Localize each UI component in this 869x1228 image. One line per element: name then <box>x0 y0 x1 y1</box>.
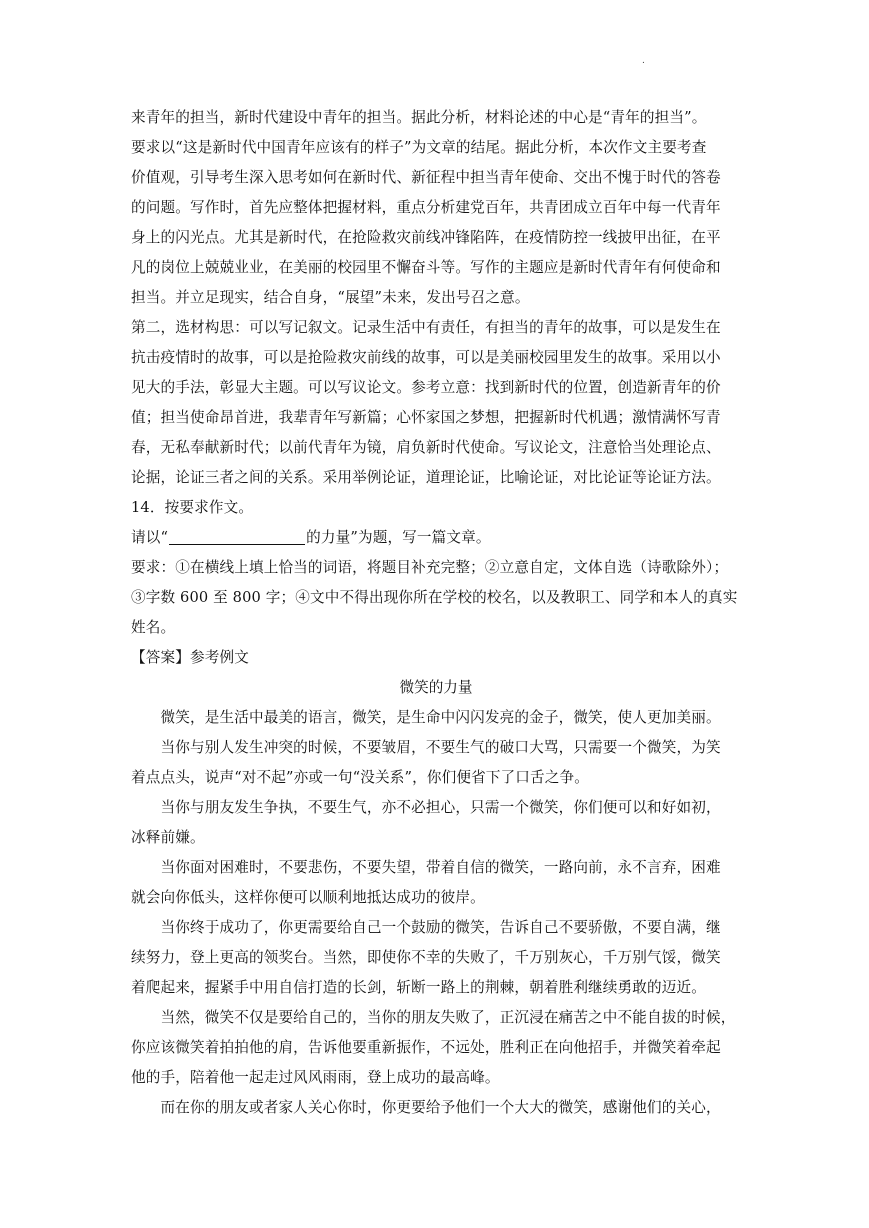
essay-title: 微笑的力量 <box>399 679 473 696</box>
fill-in-blank <box>169 528 305 545</box>
essay-line: 你应该微笑着拍拍他的肩，告诉他要重新振作，不远处，胜利正在向他招手，并微笑着牵起 <box>131 1039 721 1056</box>
requirement-line: ③字数 600 至 800 字；④文中不得出现你所在学校的校名，以及教职工、同学和本人的真实 <box>131 589 738 606</box>
essay-line: 当然，微笑不仅是要给自己的，当你的朋友失败了，正沉浸在痛苦之中不能自拔的时候， <box>131 1009 736 1026</box>
text-line: 抗击疫情时的故事，可以是抢险救灾前线的故事，可以是美丽校园里发生的故事。采用以小 <box>131 349 721 366</box>
essay-line: 就会向你低头，这样你便可以顺利地抵达成功的彼岸。 <box>131 889 485 906</box>
text-line: 值；担当使命昂首进，我辈青年写新篇；心怀家国之梦想，把握新时代机遇；激情满怀写青 <box>131 409 721 426</box>
text-line: 要求以“这是新时代中国青年应该有的样子”为文章的结尾。据此分析，本次作文主要考查 <box>131 139 707 156</box>
question-number: 14．按要求作文。 <box>131 499 254 516</box>
essay-line: 当你与朋友发生争执，不要生气，亦不必担心，只需一个微笑，你们便可以和好如初， <box>131 799 721 816</box>
text-line: 价值观，引导考生深入思考如何在新时代、新征程中担当青年使命、交出不愧于时代的答卷 <box>131 169 721 186</box>
essay-line: 他的手，陪着他一起走过风风雨雨，登上成功的最高峰。 <box>131 1069 500 1086</box>
text-line: 身上的闪光点。尤其是新时代，在抢险救灾前线冲锋陷阵，在疫情防控一线披甲出征，在平 <box>131 229 721 246</box>
answer-label: 【答案】参考例文 <box>131 649 249 666</box>
prompt-prefix: 请以“ <box>131 529 169 546</box>
essay-line: 当你面对困难时，不要悲伤，不要失望，带着自信的微笑，一路向前，永不言弃，困难 <box>131 859 721 876</box>
text-line: 见大的手法，彰显大主题。可以写议论文。参考立意：找到新时代的位置，创造新青年的价 <box>131 379 721 396</box>
requirement-line: 要求：①在横线上填上恰当的词语，将题目补充完整；②立意自定，文体自选（诗歌除外）； <box>131 559 729 576</box>
text-line: 春，无私奉献新时代；以前代青年为镜，肩负新时代使命。写议论文，注意恰当处理论点、 <box>131 439 721 456</box>
essay-line: 当你与别人发生冲突的时候，不要皱眉，不要生气的破口大骂，只需要一个微笑，为笑 <box>131 739 721 756</box>
text-line: 担当。并立足现实，结合自身，“展望”未来，发出号召之意。 <box>131 289 530 306</box>
page-marker: . <box>642 56 645 66</box>
essay-line: 续努力，登上更高的领奖台。当然，即使你不幸的失败了，千万别灰心，千万别气馁，微笑 <box>131 949 721 966</box>
requirement-line: 姓名。 <box>131 619 176 636</box>
prompt-suffix: 的力量”为题，写一篇文章。 <box>306 529 491 546</box>
essay-line: 冰释前嫌。 <box>131 829 205 846</box>
text-line: 论据，论证三者之间的关系。采用举例论证，道理论证，比喻论证，对比论证等论证方法。 <box>131 469 721 486</box>
essay-line: 而在你的朋友或者家人关心你时，你更要给予他们一个大大的微笑，感谢他们的关心， <box>131 1099 721 1116</box>
text-line: 来青年的担当，新时代建设中青年的担当。据此分析，材料论述的中心是“青年的担当”。 <box>131 109 707 126</box>
essay-line: 当你终于成功了，你更需要给自己一个鼓励的微笑，告诉自己不要骄傲，不要自满，继 <box>131 919 721 936</box>
essay-line: 着爬起来，握紧手中用自信打造的长剑，斩断一路上的荆棘，朝着胜利继续勇敢的迈近。 <box>131 979 707 996</box>
essay-line: 着点点头，说声“对不起”亦或一句“没关系”，你们便省下了口舌之争。 <box>131 769 590 786</box>
text-line: 凡的岗位上兢兢业业，在美丽的校园里不懈奋斗等。写作的主题应是新时代青年有何使命和 <box>131 259 721 276</box>
essay-line: 微笑，是生活中最美的语言，微笑，是生命中闪闪发亮的金子，微笑，使人更加美丽。 <box>131 709 721 726</box>
essay-prompt <box>131 526 741 547</box>
text-line: 第二，选材构思：可以写记叙文。记录生活中有责任，有担当的青年的故事，可以是发生在 <box>131 319 721 336</box>
text-line: 的问题。写作时，首先应整体把握材料，重点分析建党百年，共青团成立百年中每一代青年 <box>131 199 721 216</box>
